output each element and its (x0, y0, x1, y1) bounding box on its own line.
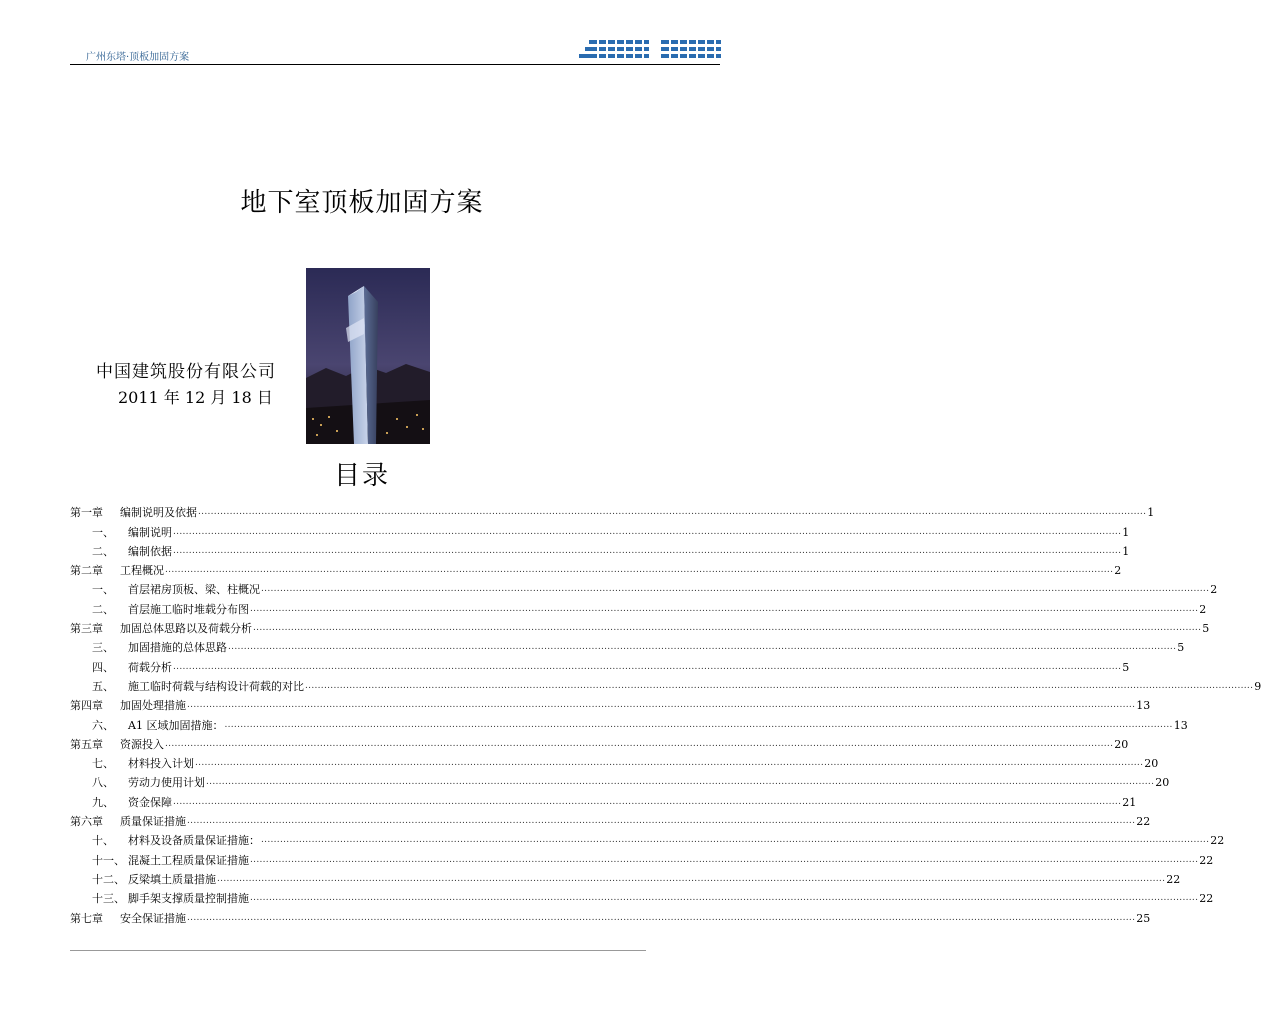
toc-entry-page: 1 (1122, 525, 1130, 539)
toc-entry-title (92, 757, 194, 770)
toc-entry[interactable] (70, 905, 1151, 925)
toc-entry-page: 9 (1254, 679, 1261, 693)
toc-entry-number: 一、 (92, 525, 114, 539)
toc-entry[interactable] (70, 616, 1210, 636)
toc-entry[interactable] (70, 654, 1130, 674)
toc-entry[interactable] (70, 693, 1151, 713)
toc-entry-number: 第三章 (70, 622, 103, 636)
toc-entry-title (92, 892, 249, 905)
toc-entry-page: 22 (1199, 892, 1214, 906)
toc-entry-number: 十一、 (92, 853, 125, 867)
toc-entry-text: 安全保证措施 (120, 911, 186, 925)
toc-entry-text: A1 区域加固措施： (128, 718, 224, 732)
toc-entry[interactable] (70, 867, 1181, 886)
toc-entry[interactable] (70, 751, 1159, 771)
company-name: 中国建筑股份有限公司 (96, 362, 276, 382)
toc-entry-text: 工程概况 (120, 564, 164, 578)
toc-entry-number: 第二章 (70, 564, 103, 578)
toc-leader-dots: ............................................................................................................................................................................................................................................................................................................ (195, 758, 1144, 769)
toc-entry[interactable] (70, 539, 1130, 558)
toc-entry-text: 编制说明及依据 (120, 506, 197, 520)
toc-leader-dots: ............................................................................................................................................................................................................................................................................................................ (228, 642, 1177, 653)
toc-entry-page: 20 (1155, 776, 1170, 790)
toc-entry-number: 十二、 (92, 872, 125, 886)
header-divider (70, 64, 720, 65)
toc-entry[interactable] (70, 847, 1214, 867)
toc-entry-number: 四、 (92, 660, 114, 674)
toc-entry-number: 三、 (92, 641, 114, 655)
toc-leader-dots: ............................................................................................................................................................................................................................................................................................................ (165, 565, 1114, 576)
toc-entry-title (92, 545, 172, 558)
toc-entry[interactable] (70, 577, 1218, 597)
toc-leader-dots: ............................................................................................................................................................................................................................................................................................................ (261, 835, 1210, 846)
footer-divider (70, 950, 646, 951)
toc-entry[interactable] (70, 712, 1188, 732)
toc-entry-page: 22 (1166, 872, 1181, 886)
toc-entry-text: 资源投入 (120, 737, 164, 751)
toc-leader-dots: ............................................................................................................................................................................................................................................................................................................ (165, 738, 1114, 749)
toc-entry-text: 加固处理措施 (120, 699, 186, 713)
toc-entry[interactable] (70, 789, 1137, 809)
toc-entry-title (92, 719, 223, 732)
toc-entry[interactable] (70, 558, 1122, 578)
toc-entry[interactable] (70, 828, 1225, 848)
toc-leader-dots: ............................................................................................................................................................................................................................................................................................................ (261, 584, 1210, 595)
toc-entry-text: 材料及设备质量保证措施： (128, 834, 260, 848)
toc-entry-page: 22 (1210, 834, 1225, 848)
toc-entry-number: 十、 (92, 834, 114, 848)
toc-entry-text: 混凝土工程质量保证措施 (128, 853, 249, 867)
toc-entry-title (70, 506, 197, 519)
toc-leader-dots: ............................................................................................................................................................................................................................................................................................................ (224, 719, 1173, 730)
toc-entry-title (92, 641, 227, 654)
toc-leader-dots: ............................................................................................................................................................................................................................................................................................................ (173, 661, 1122, 672)
toc-heading: 目录 (333, 461, 390, 491)
header-title: 广州东塔·顶板加固方案 (86, 52, 190, 63)
toc-entry-title (70, 912, 186, 925)
toc-entry-title (92, 603, 249, 616)
toc-entry-page: 1 (1147, 506, 1155, 520)
company-logo-icon (575, 38, 723, 64)
toc-entry-page: 2 (1199, 602, 1207, 616)
toc-entry-title (92, 873, 216, 886)
toc-entry-text: 材料投入计划 (128, 757, 194, 771)
toc-entry-text: 首层裙房顶板、梁、柱概况 (128, 583, 260, 597)
toc-leader-dots: ............................................................................................................................................................................................................................................................................................................ (173, 526, 1122, 537)
tower-photo (306, 268, 430, 444)
toc-entry[interactable] (70, 635, 1185, 655)
toc-entry-text: 荷载分析 (128, 660, 172, 674)
toc-leader-dots: ............................................................................................................................................................................................................................................................................................................ (217, 873, 1166, 884)
toc-entry-text: 加固总体思路以及荷载分析 (120, 622, 252, 636)
toc-entry-text: 施工临时荷载与结构设计荷载的对比 (128, 679, 304, 693)
toc-leader-dots: ............................................................................................................................................................................................................................................................................................................ (187, 816, 1136, 827)
toc-leader-dots: ............................................................................................................................................................................................................................................................................................................ (173, 545, 1122, 556)
toc-entry-text: 质量保证措施 (120, 815, 186, 829)
toc-entry-page: 1 (1122, 544, 1130, 558)
toc-entry-page: 22 (1136, 815, 1151, 829)
toc-leader-dots: ............................................................................................................................................................................................................................................................................................................ (173, 796, 1122, 807)
toc-entry-number: 十三、 (92, 892, 125, 906)
toc-entry-number: 七、 (92, 757, 114, 771)
toc-entry-title (70, 564, 164, 577)
toc-entry-number: 八、 (92, 776, 114, 790)
toc-entry-number: 第五章 (70, 737, 103, 751)
toc-entry-page: 20 (1144, 757, 1159, 771)
toc-entry-text: 反梁填土质量措施 (128, 872, 216, 886)
toc-entry-title (92, 680, 304, 693)
table-of-contents (70, 500, 1261, 925)
toc-entry[interactable] (70, 886, 1214, 906)
toc-entry-title (92, 834, 260, 847)
toc-entry-page: 2 (1114, 564, 1122, 578)
toc-entry[interactable] (70, 596, 1207, 616)
toc-entry[interactable] (70, 809, 1151, 829)
document-date: 2011 年 12 月 18 日 (118, 388, 273, 407)
toc-entry-title (70, 699, 186, 712)
toc-entry-title (70, 738, 164, 751)
toc-entry-number: 六、 (92, 718, 114, 732)
toc-entry-title (70, 622, 252, 635)
toc-entry-text: 编制说明 (128, 525, 172, 539)
toc-entry-number: 第七章 (70, 911, 103, 925)
toc-entry-number: 二、 (92, 544, 114, 558)
toc-entry-text: 资金保障 (128, 795, 172, 809)
toc-leader-dots: ............................................................................................................................................................................................................................................................................................................ (253, 623, 1202, 634)
toc-entry-page: 25 (1136, 911, 1151, 925)
toc-entry-text: 加固措施的总体思路 (128, 641, 227, 655)
toc-entry-number: 二、 (92, 602, 114, 616)
toc-leader-dots: ............................................................................................................................................................................................................................................................................................................ (305, 680, 1254, 691)
toc-entry-title (92, 661, 172, 674)
toc-entry-title (70, 815, 186, 828)
toc-entry[interactable] (70, 674, 1261, 693)
toc-entry[interactable] (70, 519, 1130, 539)
toc-entry-page: 22 (1199, 853, 1214, 867)
toc-entry-title (92, 796, 172, 809)
toc-entry-number: 九、 (92, 795, 114, 809)
toc-entry-page: 20 (1114, 737, 1129, 751)
toc-entry-text: 脚手架支撑质量控制措施 (128, 892, 249, 906)
toc-entry[interactable] (70, 770, 1170, 790)
toc-entry-text: 编制依据 (128, 544, 172, 558)
toc-entry-number: 第四章 (70, 699, 103, 713)
toc-entry[interactable] (70, 500, 1155, 520)
toc-leader-dots: ............................................................................................................................................................................................................................................................................................................ (250, 893, 1199, 904)
toc-entry-page: 2 (1210, 583, 1218, 597)
toc-entry-number: 第六章 (70, 815, 103, 829)
toc-entry-text: 劳动力使用计划 (128, 776, 205, 790)
document-title: 地下室顶板加固方案 (240, 188, 484, 218)
toc-entry-page: 13 (1136, 699, 1151, 713)
toc-leader-dots: ............................................................................................................................................................................................................................................................................................................ (250, 603, 1199, 614)
toc-leader-dots: ............................................................................................................................................................................................................................................................................................................ (187, 700, 1136, 711)
toc-entry-page: 5 (1177, 641, 1185, 655)
toc-entry-number: 一、 (92, 583, 114, 597)
toc-leader-dots: ............................................................................................................................................................................................................................................................................................................ (187, 912, 1136, 923)
toc-entry-title (92, 854, 249, 867)
toc-leader-dots: ............................................................................................................................................................................................................................................................................................................ (198, 507, 1147, 518)
toc-entry[interactable] (70, 732, 1129, 751)
toc-entry-title (92, 776, 205, 789)
toc-entry-page: 13 (1173, 718, 1188, 732)
toc-entry-title (92, 526, 172, 539)
toc-entry-page: 5 (1122, 660, 1130, 674)
toc-entry-page: 21 (1122, 795, 1137, 809)
toc-entry-page: 5 (1202, 622, 1210, 636)
toc-entry-text: 首层施工临时堆载分布图 (128, 602, 249, 616)
toc-entry-number: 第一章 (70, 506, 103, 520)
toc-leader-dots: ............................................................................................................................................................................................................................................................................................................ (250, 854, 1199, 865)
toc-entry-title (92, 583, 260, 596)
toc-leader-dots: ............................................................................................................................................................................................................................................................................................................ (206, 777, 1155, 788)
toc-entry-number: 五、 (92, 679, 114, 693)
